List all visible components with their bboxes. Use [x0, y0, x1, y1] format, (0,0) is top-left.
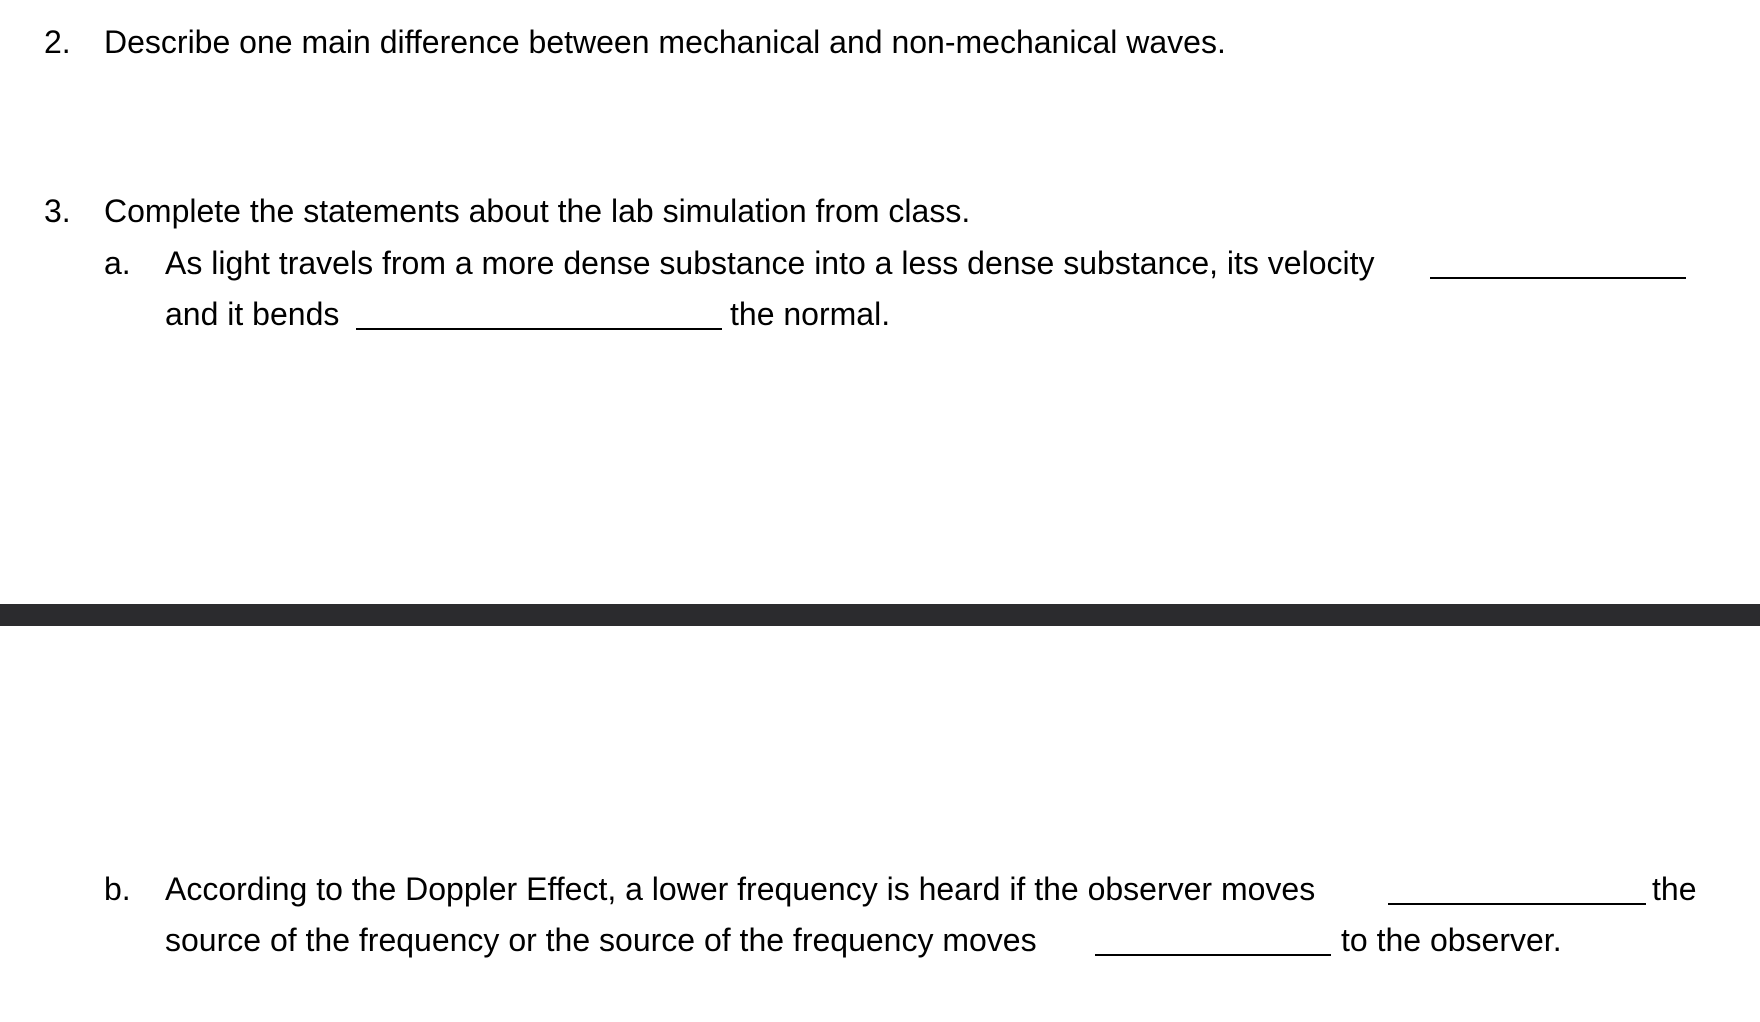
answer-blank-3b-source[interactable]: [1095, 954, 1331, 956]
question-3a-line2-start: and it bends: [165, 296, 340, 332]
section-divider: [0, 604, 1760, 626]
answer-blank-3a-bend[interactable]: [356, 328, 722, 330]
question-3b-line2-end: to the observer.: [1341, 922, 1562, 958]
question-3b-letter: b.: [104, 871, 131, 907]
question-2-text: Describe one main difference between mechanical and non-mechanical waves.: [104, 24, 1226, 60]
answer-blank-3b-observer[interactable]: [1388, 903, 1646, 905]
question-3b-line1: According to the Doppler Effect, a lower frequency is heard if the observer moves: [165, 871, 1316, 907]
question-3a-letter: a.: [104, 245, 131, 281]
question-3-number: 3.: [44, 193, 71, 229]
question-3a-line2-end: the normal.: [730, 296, 891, 332]
question-3-text: Complete the statements about the lab simulation from class.: [104, 193, 971, 229]
question-3a-line1: As light travels from a more dense substance into a less dense substance, its velocity: [165, 245, 1375, 281]
question-3b-line1-end: the: [1652, 871, 1697, 907]
question-3b-line2-start: source of the frequency or the source of the frequency moves: [165, 922, 1037, 958]
question-2-number: 2.: [44, 24, 71, 60]
answer-blank-3a-velocity[interactable]: [1430, 277, 1686, 279]
